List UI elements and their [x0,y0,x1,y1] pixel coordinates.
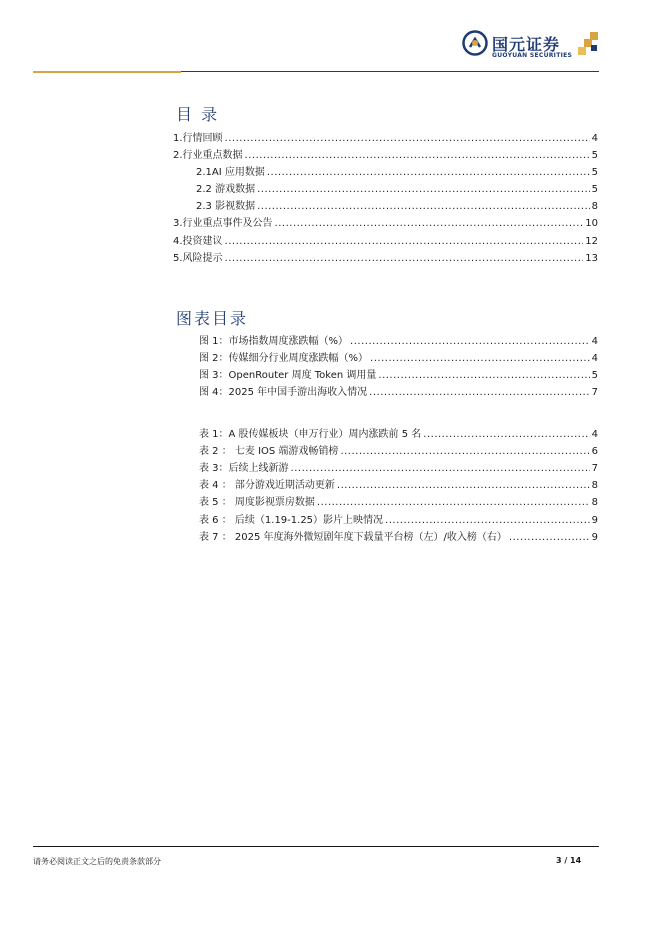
figure-entry-page: 7 [591,387,598,398]
logo-text: 国元证券 [492,35,561,54]
toc-leader [225,253,584,265]
figure-entry[interactable] [199,387,598,399]
header-divider-gold [33,71,181,73]
toc-entry-label: 4.投资建议 [173,236,223,247]
toc-entry[interactable] [196,201,598,213]
toc-entry-page: 10 [585,218,598,229]
table-entry-label: 表 4 ： 部分游戏近期活动更新 [199,480,335,491]
toc-entry[interactable] [173,253,598,265]
figure-entry-label: 图 1：市场指数周度涨跌幅（%） [199,336,349,347]
toc-entry[interactable] [173,236,598,248]
table-entry-label: 表 6 ： 后续（1.19-1.25）影片上映情况 [199,515,384,526]
toc-entry-page: 5 [591,184,598,195]
toc-leader [291,463,590,475]
toc-leader [257,184,590,196]
toc-entry-label: 2.3 影视数据 [196,201,256,212]
toc-entry-page: 8 [591,201,598,212]
table-entry-page: 7 [591,463,598,474]
toc-leader [317,497,590,509]
table-entry[interactable] [199,532,598,544]
toc-entry-label: 1.行情回顾 [173,133,223,144]
toc-leader [225,133,590,145]
table-entry-page: 4 [591,429,598,440]
toc-entry-page: 5 [591,150,598,161]
figure-entry[interactable] [199,370,598,382]
table-entry[interactable] [199,497,598,509]
table-entry-page: 9 [591,515,598,526]
toc-entry-page: 4 [591,133,598,144]
toc-leader [509,532,590,544]
logo-squares-icon [578,32,600,58]
table-entry-page: 8 [591,480,598,491]
table-entry-label: 表 7 ： 2025 年度海外微短剧年度下载量平台榜（左）/收入榜（右） [199,532,507,543]
figure-entry-page: 4 [591,336,598,347]
page-number: 3 / 14 [556,856,582,865]
header-divider-navy [181,71,599,72]
toc-leader [275,218,584,230]
toc-leader [385,515,590,527]
figure-entry-page: 5 [591,370,598,381]
toc-entry-label: 2.行业重点数据 [173,150,243,161]
toc-entry[interactable] [173,218,598,230]
figures-title: 图表目录 [176,309,249,328]
table-entry-page: 6 [591,446,598,457]
toc-leader [340,446,589,458]
toc-entry-page: 5 [591,167,598,178]
toc-entry-label: 2.2 游戏数据 [196,184,256,195]
toc-entry[interactable] [196,167,598,179]
table-entry-label: 表 5 ： 周度影视票房数据 [199,497,315,508]
figure-entry[interactable] [199,353,598,365]
toc-leader [245,150,590,162]
toc-entry[interactable] [173,133,598,145]
footer-divider [33,846,599,847]
toc-title: 目 录 [176,105,220,124]
toc-leader [257,201,590,213]
toc-leader [225,236,584,248]
toc-entry-label: 2.1AI 应用数据 [196,167,265,178]
table-entry-page: 8 [591,497,598,508]
toc-entry[interactable] [196,184,598,196]
table-entry-page: 9 [591,532,598,543]
toc-leader [370,353,590,365]
toc-entry-label: 3.行业重点事件及公告 [173,218,273,229]
figure-entry-label: 图 3：OpenRouter 周度 Token 调用量 [199,370,377,381]
toc-leader [378,370,589,382]
table-entry[interactable] [199,429,598,441]
table-entry[interactable] [199,446,598,458]
figure-entry[interactable] [199,336,598,348]
figure-entry-label: 图 4：2025 年中国手游出海收入情况 [199,387,368,398]
table-entry[interactable] [199,463,598,475]
logo-subtext: GUOYUAN SECURITIES [492,52,573,59]
toc-leader [267,167,590,179]
table-entry[interactable] [199,480,598,492]
figure-entry-page: 4 [591,353,598,364]
toc-entry[interactable] [173,150,598,162]
toc-leader [369,387,589,399]
table-entry[interactable] [199,515,598,527]
toc-entry-page: 12 [585,236,598,247]
logo-circle-icon [462,30,488,56]
toc-entry-label: 5.风险提示 [173,253,223,264]
toc-leader [350,336,590,348]
toc-leader [337,480,590,492]
footer-disclaimer: 请务必阅读正文之后的免责条款部分 [33,857,161,866]
figure-entry-label: 图 2：传媒细分行业周度涨跌幅（%） [199,353,369,364]
table-entry-label: 表 2 ： 七麦 IOS 端游戏畅销榜 [199,446,339,457]
toc-leader [423,429,589,441]
toc-entry-page: 13 [585,253,598,264]
table-entry-label: 表 3：后续上线新游 [199,463,289,474]
table-entry-label: 表 1：A 股传媒板块（申万行业）周内涨跌前 5 名 [199,429,422,440]
company-logo [462,30,602,64]
